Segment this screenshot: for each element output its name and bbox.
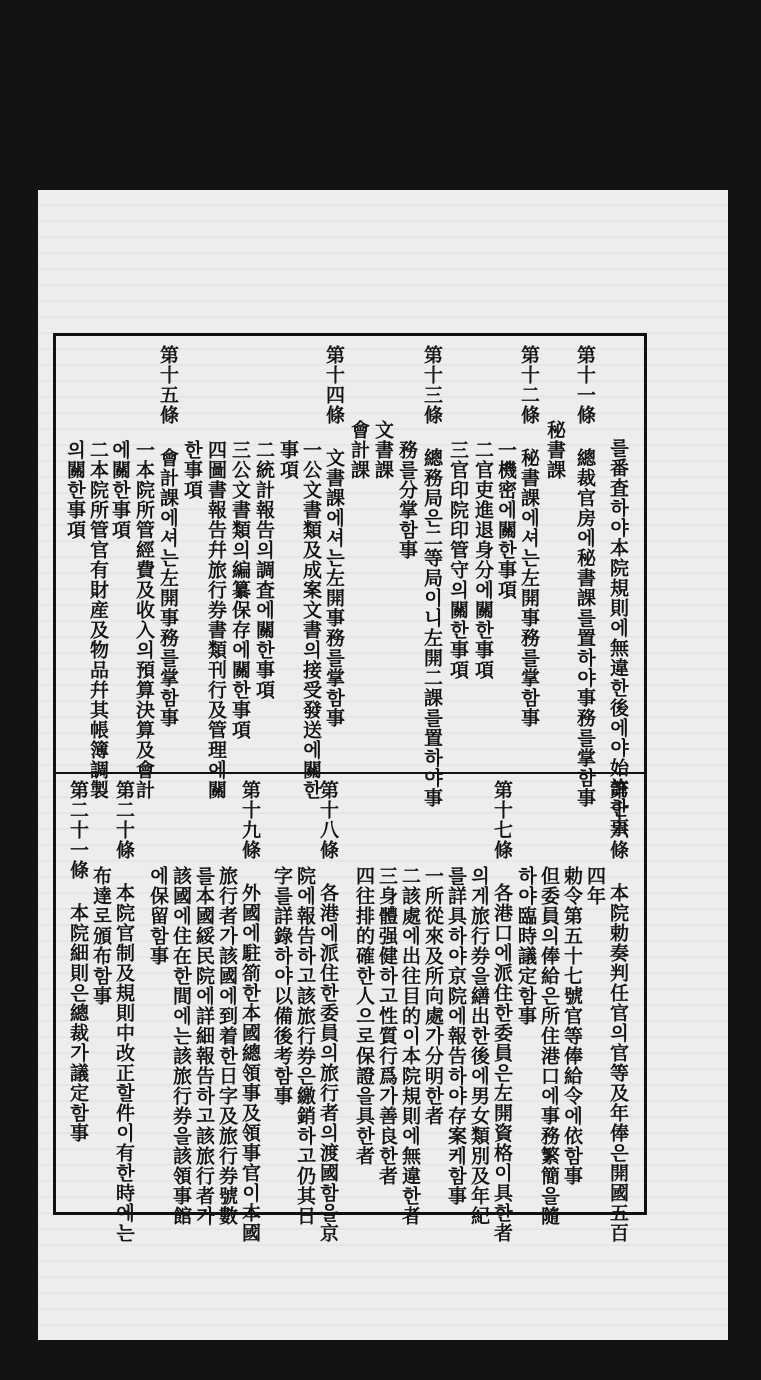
text-column: 第十四條 文書課에셔는左開事務를掌함事 [323,345,345,728]
text-column: 를本國綏民院에詳細報告하고該旅行者가 [193,866,215,1226]
text-column: 二官吏進退身分에關한事項 [472,440,494,680]
text-column: 二統計報告의調査에關한事項 [253,440,275,700]
text-column: 二該處에出往目的이本院規則에無違한者 [399,866,421,1226]
text-column: 第二十一條 本院細則은總裁가議定함事 [67,780,89,1143]
text-column: 第二十條 本院官制及規則中改正할件이有한時에는 [113,780,135,1243]
text-column: 該國에住在한間에는該旅行券을該領事館 [170,866,192,1226]
text-column: 文書課 [372,420,394,480]
text-column: 四圖書報告幷旅行券書類刊行及管理에關 [205,440,227,800]
text-column: 第十五條 會計課에셔는左開事務를掌함事 [157,345,179,728]
text-column: 一所從來及所向處가分明한者 [422,866,444,1126]
text-column: 第十六條 本院勅奏判任官의官等及年俸은開國五百 [607,780,629,1243]
text-column: 하야臨時議定함事 [515,866,537,1026]
text-column: 一公文書類及成案文書의接受發送에關한 [300,440,322,800]
text-column: 三公文書類의編纂保存에關한事項 [229,440,251,740]
text-column: 一本院所管經費及收入의預算決算及會計 [133,440,155,800]
text-column: 四年 [584,866,606,906]
text-column: 를番査하야本院規則에無違한後에야始許한事 [607,438,629,838]
text-column: 第十七條 各港口에派住한委員은左開資格이具한者 [491,780,513,1243]
text-column: 二本院所管官有財産及物品幷其帳簿調製 [87,440,109,800]
text-column: 但委員의俸給은所住港口에事務繁簡을隨 [538,866,560,1226]
text-column: 勅令第五十七號官等俸給令에依함事 [561,866,583,1186]
text-column: 秘書課 [544,420,566,480]
text-column: 의關한事項 [64,440,86,540]
text-column: 旅行者가該國에到着한日字及旅行券號數 [216,866,238,1226]
text-column: 四往排的確한人으로保證을具한者 [353,866,375,1166]
text-column: 務를分掌함事 [396,440,418,560]
text-column: 第十三條 總務局은二等局이니左開二課를置하야事 [421,345,443,808]
text-column: 事項 [277,440,299,480]
text-column: 한事項 [181,440,203,500]
text-column: 第十九條 外國에駐箚한本國總領事及領事官이本國 [239,780,261,1243]
text-column: 를詳具하야京院에報告하야存案케함事 [445,866,467,1206]
text-column: 第十二條 秘書課에셔는左開事務를掌함事 [518,345,540,728]
text-column: 第十八條 各港에派住한委員의旅行者의渡國함을京 [317,780,339,1243]
text-column: 에關한事項 [109,440,131,540]
text-column: 에保留함事 [147,866,169,966]
text-column: 의게旅行券을繕出한後에男女類別及年紀 [468,866,490,1226]
text-column: 一機密에關한事項 [495,440,517,600]
text-column: 三身體强健하고性質行爲가善良한者 [376,866,398,1186]
text-column: 字를詳錄하야以備後考함事 [271,866,293,1106]
text-column: 布達로頒布함事 [90,866,112,1006]
text-column: 會計課 [348,420,370,480]
text-column: 第十一條 總裁官房에秘書課를置하야事務를掌함事 [574,345,596,808]
text-column: 三官印院印管守의關한事項 [447,440,469,680]
text-column: 院에報告하고該旅行券은繳銷하고仍其日 [294,866,316,1226]
